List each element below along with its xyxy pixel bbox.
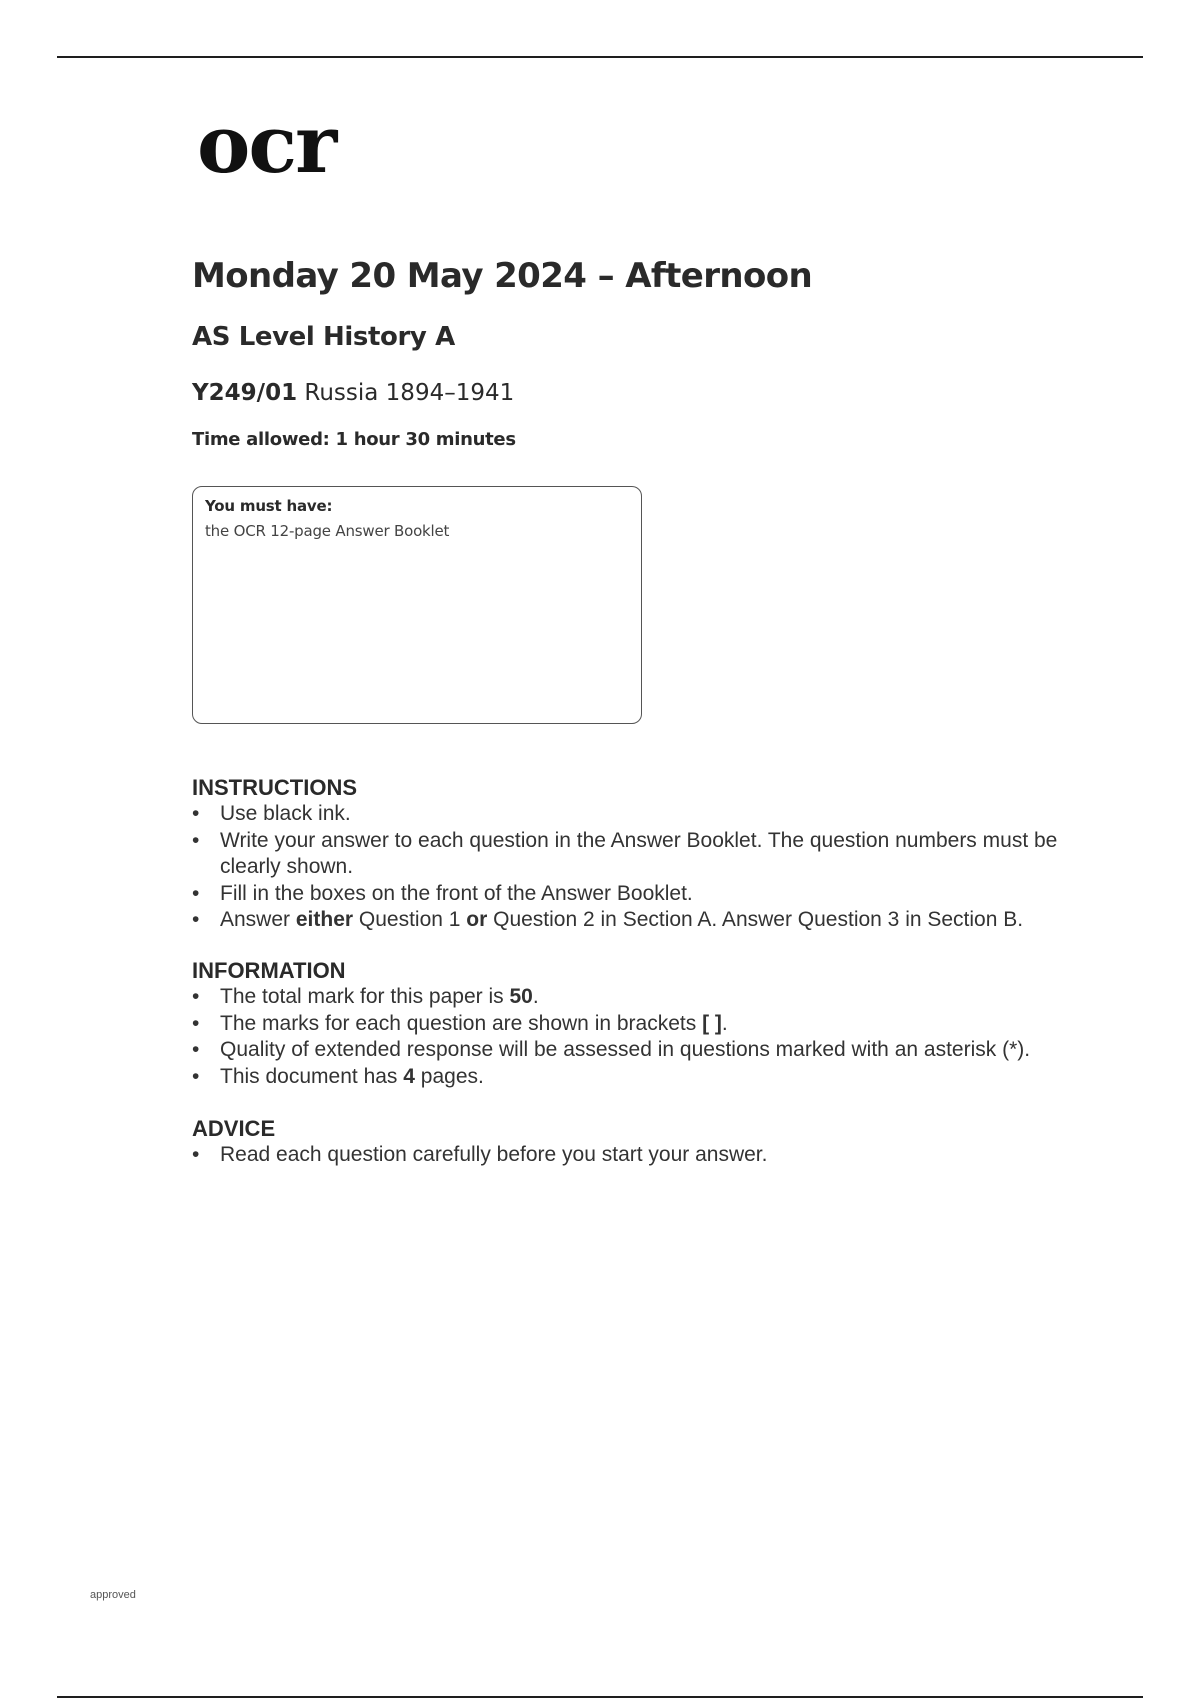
item-text: Fill in the boxes on the front of the Answer Booklet. xyxy=(220,881,693,905)
unit-line xyxy=(192,380,514,406)
item-text: This document has xyxy=(220,1064,404,1088)
item-text: The marks for each question are shown in brackets xyxy=(220,1011,703,1035)
list-item xyxy=(192,881,1092,908)
you-must-have-heading: You must have: xyxy=(205,497,333,515)
ocr-logo: ocr xyxy=(197,97,336,191)
bullet-icon: • xyxy=(192,985,200,1008)
item-text: . xyxy=(532,985,539,1008)
unit-title: Russia 1894–1941 xyxy=(304,380,515,406)
bullet-icon: • xyxy=(192,1038,200,1061)
item-text: The total mark for this paper is xyxy=(220,985,510,1008)
bullet-icon: • xyxy=(192,1011,200,1035)
top-rule xyxy=(57,56,1143,58)
instructions-heading: INSTRUCTIONS xyxy=(192,775,357,800)
emphasis-text: or xyxy=(466,908,488,931)
item-text: . xyxy=(721,1011,728,1035)
bullet-icon: • xyxy=(192,908,200,931)
instructions-list xyxy=(192,801,1092,934)
qualification-title: AS Level History A xyxy=(192,322,455,352)
bullet-icon: • xyxy=(192,1143,200,1166)
bullet-icon: • xyxy=(192,1064,200,1088)
unit-code: Y249/01 xyxy=(192,380,298,406)
list-item xyxy=(192,1142,1092,1169)
information-list xyxy=(192,984,1092,1090)
emphasis-text: 50 xyxy=(509,985,533,1008)
bullet-icon: • xyxy=(192,881,200,905)
advice-list xyxy=(192,1142,1092,1169)
bullet-icon: • xyxy=(192,802,200,825)
list-item xyxy=(192,907,1092,934)
advice-heading: ADVICE xyxy=(192,1116,276,1141)
list-item xyxy=(192,984,1092,1011)
approved-footnote: approved xyxy=(90,1589,136,1601)
item-text: Answer xyxy=(220,908,296,931)
bottom-rule xyxy=(57,1696,1143,1698)
item-text: pages. xyxy=(414,1064,484,1088)
information-section xyxy=(192,958,1092,1090)
exam-date: Monday 20 May 2024 – Afternoon xyxy=(192,256,813,296)
list-item xyxy=(192,1037,1092,1064)
list-item xyxy=(192,1064,1092,1091)
item-text: Question 2 in Section A. Answer Question 3 in Section B. xyxy=(487,908,1024,931)
emphasis-text: [ ] xyxy=(702,1011,722,1035)
item-text: Read each question carefully before you start your answer. xyxy=(220,1143,768,1166)
emphasis-text: 4 xyxy=(403,1064,415,1088)
instructions-section xyxy=(192,775,1092,934)
time-allowed: Time allowed: 1 hour 30 minutes xyxy=(192,429,516,450)
you-must-have-box xyxy=(192,486,642,724)
advice-section xyxy=(192,1116,1092,1169)
emphasis-text: either xyxy=(295,908,354,931)
item-text: Question 1 xyxy=(353,908,467,931)
item-text: Use black ink. xyxy=(220,802,351,825)
bullet-icon: • xyxy=(192,828,200,852)
list-item xyxy=(192,1011,1092,1038)
you-must-have-item: the OCR 12-page Answer Booklet xyxy=(205,522,450,540)
list-item xyxy=(192,828,1092,881)
item-text: Quality of extended response will be assessed in questions marked with an asterisk (*). xyxy=(220,1038,1031,1061)
item-text: Write your answer to each question in the Answer Booklet. The question numbers must be clearly shown. xyxy=(220,828,1058,878)
information-heading: INFORMATION xyxy=(192,958,346,983)
list-item xyxy=(192,801,1092,828)
